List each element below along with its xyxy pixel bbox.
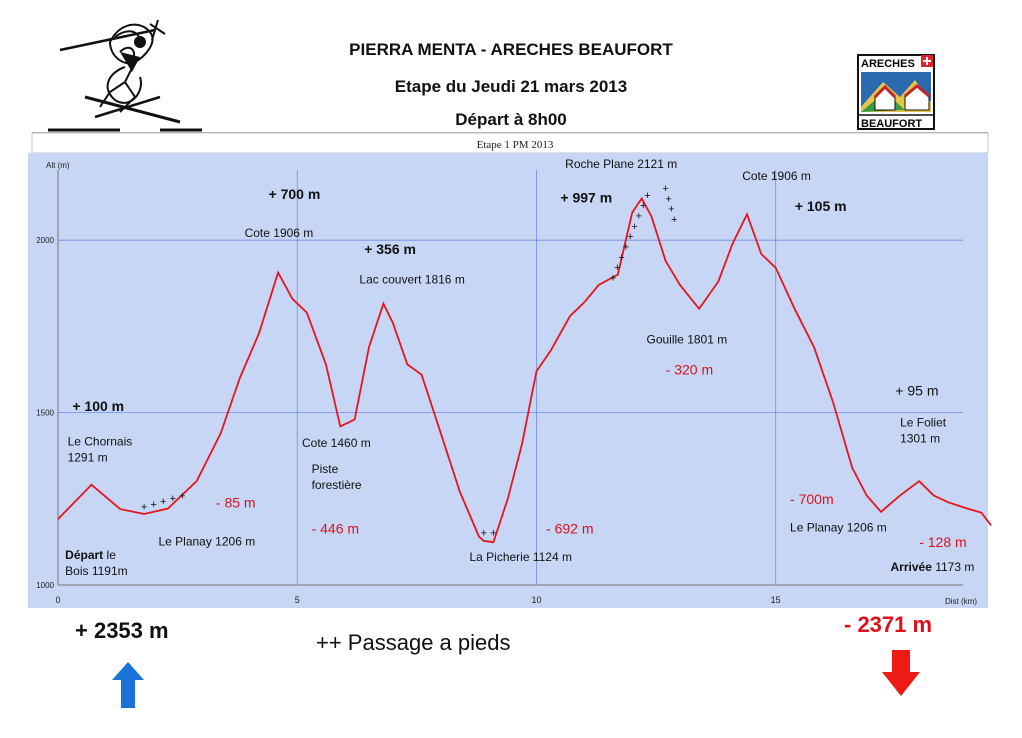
- x-tick-label: 0: [55, 595, 61, 605]
- ascent-label: + 997 m: [560, 189, 613, 206]
- place-label: Le Foliet: [900, 415, 947, 430]
- walk-mark: +: [665, 193, 672, 206]
- descent-label: - 692 m: [546, 520, 594, 537]
- walking-legend: ++ Passage a pieds: [316, 630, 511, 655]
- place-label: 1301 m: [900, 431, 941, 446]
- place-label: forestière: [311, 477, 362, 492]
- descent-label: - 446 m: [311, 520, 360, 537]
- walk-mark: +: [140, 501, 148, 514]
- walk-mark: +: [662, 182, 669, 195]
- walk-mark: +: [614, 262, 621, 275]
- descent-label: - 128 m: [919, 534, 967, 551]
- y-tick-label: 2000: [36, 236, 54, 246]
- walk-mark: +: [169, 493, 177, 506]
- stage-date: Etape du Jeudi 21 mars 2013: [394, 77, 628, 96]
- finish-label: Arrivée 1173 m: [890, 560, 975, 575]
- arrow-up-icon: [110, 660, 146, 710]
- page-title: PIERRA MENTA - ARECHES BEAUFORT: [349, 40, 673, 59]
- descent-label: - 320 m: [665, 361, 714, 378]
- ascent-label: + 100 m: [72, 397, 125, 414]
- place-label: La Picherie 1124 m: [469, 549, 572, 564]
- arrow-down-icon: [880, 648, 922, 698]
- total-descent: - 2371 m: [844, 612, 933, 637]
- walk-mark: +: [671, 213, 678, 226]
- y-axis-label: Alt (m): [46, 161, 70, 170]
- logo-text-top: ARECHES: [861, 58, 915, 70]
- y-tick-label: 1500: [36, 408, 54, 418]
- place-label: Le Planay 1206 m: [790, 520, 887, 535]
- walk-mark: +: [618, 251, 625, 264]
- walk-mark: +: [635, 210, 643, 223]
- walk-mark: +: [160, 496, 167, 509]
- place-label: Piste: [311, 461, 339, 476]
- ascent-label: + 95 m: [895, 382, 939, 399]
- walk-mark: +: [480, 527, 488, 540]
- walk-mark: +: [627, 231, 634, 244]
- place-label: Lac couvert 1816 m: [359, 272, 465, 287]
- place-label: 1291 m: [67, 450, 108, 465]
- logo-text-bottom: BEAUFORT: [861, 118, 923, 130]
- walk-mark: +: [622, 241, 630, 254]
- x-axis-label: Dist (km): [945, 597, 977, 606]
- x-tick-label: 5: [294, 595, 300, 605]
- walk-mark: +: [150, 498, 157, 511]
- y-tick-label: 1000: [36, 581, 54, 590]
- walk-mark: +: [609, 272, 617, 285]
- x-tick-label: 10: [531, 595, 542, 605]
- ascent-label: + 105 m: [794, 197, 847, 214]
- start-time: Départ à 8h00: [455, 110, 567, 129]
- chart-title: Etape 1 PM 2013: [476, 139, 554, 151]
- walk-mark: +: [631, 220, 638, 233]
- walk-mark: +: [490, 527, 497, 540]
- place-label: Cote 1906 m: [244, 225, 314, 240]
- place-label: Le Chornais: [67, 434, 133, 449]
- ascent-label: + 700 m: [268, 185, 321, 202]
- place-label: Gouille 1801 m: [646, 332, 728, 347]
- walk-mark: +: [668, 203, 675, 216]
- walk-mark: +: [179, 490, 186, 503]
- descent-label: - 700m: [790, 490, 834, 507]
- descent-label: - 85 m: [215, 494, 256, 511]
- place-label: Cote 1906 m: [742, 168, 811, 183]
- x-tick-label: 15: [770, 595, 781, 605]
- start-label: Départ le: [65, 548, 116, 563]
- place-label: Le Planay 1206 m: [158, 534, 256, 549]
- place-label: Roche Plane 2121 m: [565, 156, 678, 171]
- ascent-label: + 356 m: [364, 240, 416, 257]
- walk-mark: +: [639, 200, 647, 213]
- start-label: Bois 1191m: [65, 564, 128, 579]
- total-ascent: + 2353 m: [75, 618, 169, 643]
- walk-mark: +: [644, 189, 651, 202]
- place-label: Cote 1460 m: [302, 436, 371, 451]
